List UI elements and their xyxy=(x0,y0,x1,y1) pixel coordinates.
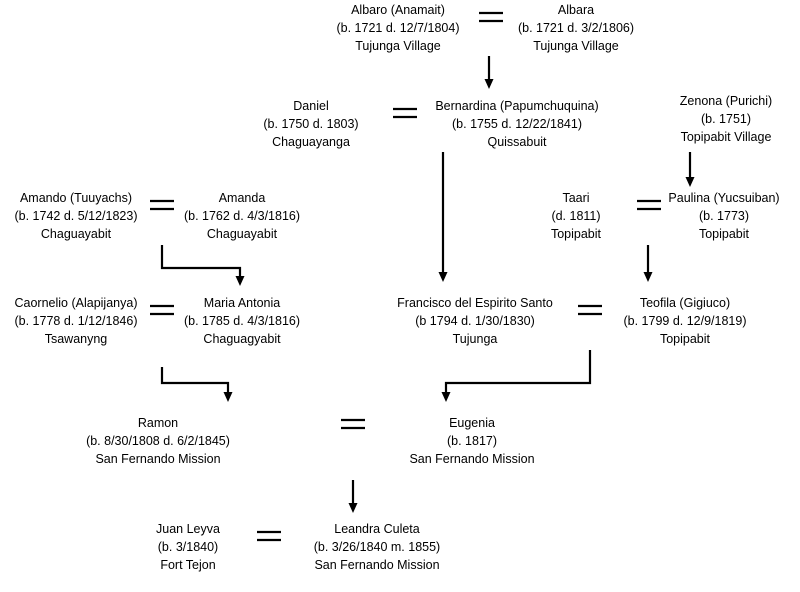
person-place: Chaguayabit xyxy=(206,226,278,241)
person-dates: (b. 1755 d. 12/22/1841) xyxy=(452,116,582,131)
person-dates: (b. 8/30/1808 d. 6/2/1845) xyxy=(86,433,230,448)
person-name: Juan Leyva xyxy=(156,522,220,536)
person-dates: (b. 1785 d. 4/3/1816) xyxy=(183,313,301,328)
person-place: Chaguayanga xyxy=(272,134,350,149)
person-dates: (b. 1817) xyxy=(446,433,498,448)
person-place: Tujunga Village xyxy=(533,38,619,53)
person-albara xyxy=(492,2,660,55)
person-name: Eugenia xyxy=(449,416,495,430)
person-name: Francisco del Espirito Santo xyxy=(397,296,553,310)
person-name: Leandra Culeta xyxy=(334,522,420,536)
person-place: Fort Tejon xyxy=(160,557,216,572)
person-name: Maria Antonia xyxy=(203,296,281,310)
person-zenona xyxy=(652,93,800,146)
person-caornelio xyxy=(0,295,152,348)
person-leandra-culeta xyxy=(282,521,472,574)
person-amanda xyxy=(168,190,316,243)
person-francisco xyxy=(375,295,575,348)
person-eugenia xyxy=(384,415,560,468)
person-daniel xyxy=(238,98,384,151)
person-name: Albaro (Anamait) xyxy=(351,3,445,17)
person-dates: (b. 1778 d. 1/12/1846) xyxy=(14,313,138,328)
person-taari xyxy=(520,190,632,243)
person-teofila xyxy=(602,295,768,348)
person-place: Chaguayabit xyxy=(40,226,112,241)
person-place: Quissabuit xyxy=(487,134,547,149)
person-paulina xyxy=(648,190,800,243)
person-name: Paulina (Yucsuiban) xyxy=(668,191,780,205)
person-dates: (b. 1742 d. 5/12/1823) xyxy=(14,208,138,223)
person-place: Tujunga xyxy=(452,331,498,346)
person-bernardina xyxy=(412,98,622,151)
person-dates: (b. 1773) xyxy=(698,208,750,223)
person-amando xyxy=(0,190,152,243)
person-place: Tujunga Village xyxy=(355,38,441,53)
person-juan-leyva xyxy=(126,521,250,574)
person-place: San Fernando Mission xyxy=(95,451,221,466)
person-place: Chaguagyabit xyxy=(203,331,281,346)
person-name: Taari xyxy=(562,191,590,205)
person-place: Topipabit Village xyxy=(680,129,772,144)
person-place: Topipabit xyxy=(698,226,750,241)
person-dates: (b 1794 d. 1/30/1830) xyxy=(415,313,535,328)
person-place: Topipabit xyxy=(550,226,602,241)
person-dates: (d. 1811) xyxy=(551,208,601,223)
person-dates: (b. 3/26/1840 m. 1855) xyxy=(313,539,441,554)
person-dates: (b. 1750 d. 1803) xyxy=(263,116,359,131)
person-name: Amanda xyxy=(218,191,266,205)
person-dates: (b. 1721 d. 12/7/1804) xyxy=(336,20,460,35)
person-dates: (b. 1799 d. 12/9/1819) xyxy=(623,313,747,328)
person-dates: (b. 3/1840) xyxy=(157,539,219,554)
person-name: Teofila (Gigiuco) xyxy=(639,296,731,310)
person-place: Topipabit xyxy=(659,331,711,346)
person-dates: (b. 1762 d. 4/3/1816) xyxy=(183,208,301,223)
person-dates: (b. 1751) xyxy=(700,111,752,126)
person-dates: (b. 1721 d. 3/2/1806) xyxy=(517,20,635,35)
person-name: Bernardina (Papumchuquina) xyxy=(435,99,599,113)
person-name: Albara xyxy=(557,3,595,17)
person-albaro xyxy=(310,2,486,55)
person-place: Tsawanyng xyxy=(44,331,108,346)
person-ramon xyxy=(60,415,256,468)
person-place: San Fernando Mission xyxy=(314,557,440,572)
person-place: San Fernando Mission xyxy=(409,451,535,466)
person-maria-antonia xyxy=(168,295,316,348)
person-name: Ramon xyxy=(137,416,179,430)
person-name: Daniel xyxy=(293,99,329,113)
person-name: Amando (Tuuyachs) xyxy=(19,191,133,205)
person-name: Caornelio (Alapijanya) xyxy=(14,296,138,310)
person-name: Zenona (Purichi) xyxy=(679,94,773,108)
